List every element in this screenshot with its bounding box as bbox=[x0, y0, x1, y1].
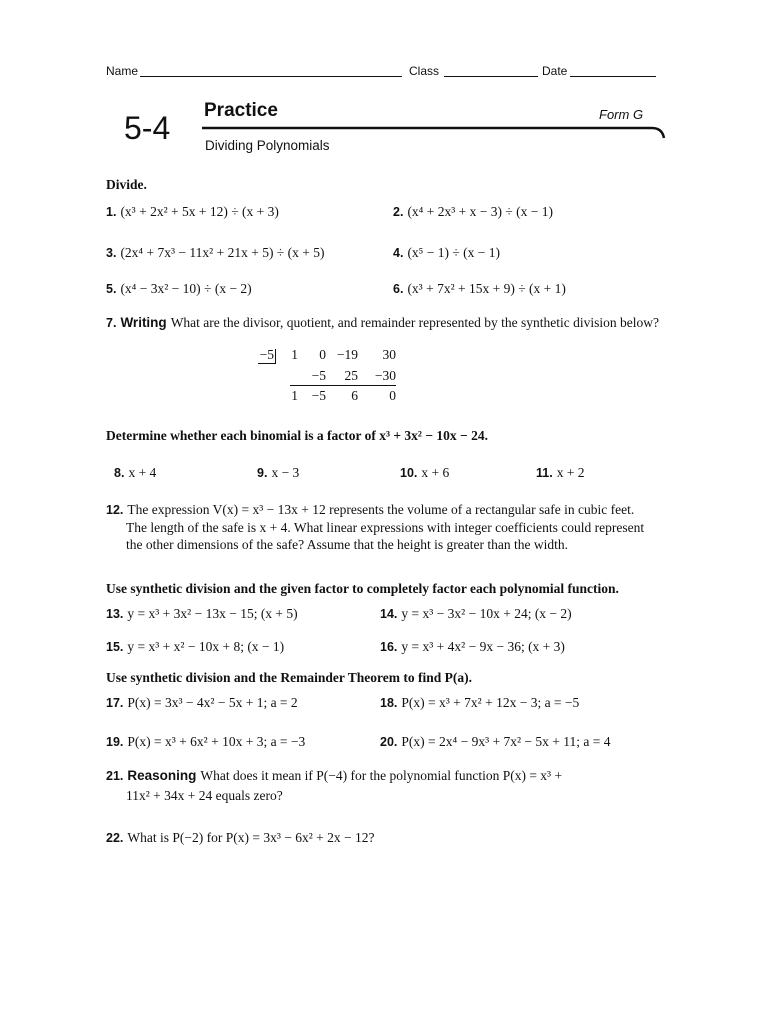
sd-cell: 1 bbox=[291, 347, 298, 362]
problem-text: x − 3 bbox=[271, 465, 300, 480]
problem-text: What does it mean if P(−4) for the polynomial function P(x) = x³ + 11x² + 34x + 24 equals zero? bbox=[126, 768, 563, 803]
problem-text: (x⁴ − 3x² − 10) ÷ (x − 2) bbox=[120, 281, 252, 296]
problem-number: 13. bbox=[106, 607, 124, 621]
problem-17 bbox=[106, 694, 298, 712]
section-binomial-factor: Determine whether each binomial is a factor of x³ + 3x² − 10x − 24. bbox=[106, 428, 488, 443]
problem-number: 16. bbox=[380, 640, 398, 654]
problem-text: x + 6 bbox=[421, 465, 450, 480]
sd-divisor-underline bbox=[258, 363, 275, 364]
problem-1 bbox=[106, 203, 279, 221]
problem-number: 17. bbox=[106, 696, 124, 710]
sd-cell: 1 bbox=[291, 388, 298, 403]
problem-2 bbox=[393, 203, 553, 221]
name-blank[interactable] bbox=[140, 76, 402, 77]
class-label: Class bbox=[409, 64, 440, 78]
problem-15 bbox=[106, 638, 284, 656]
synthetic-division bbox=[250, 347, 410, 409]
problem-number: 6. bbox=[393, 282, 404, 296]
problem-22 bbox=[106, 829, 375, 847]
problem-text: P(x) = 3x³ − 4x² − 5x + 1; a = 2 bbox=[127, 695, 298, 710]
problem-5 bbox=[106, 280, 252, 298]
problem-text: (x⁴ + 2x³ + x − 3) ÷ (x − 1) bbox=[407, 204, 554, 219]
sd-cell: −30 bbox=[374, 368, 396, 383]
problem-text: (x³ + 2x² + 5x + 12) ÷ (x + 3) bbox=[120, 204, 279, 219]
problem-text: What are the divisor, quotient, and remainder represented by the synthetic division below? bbox=[170, 315, 659, 330]
problem-keyword: Reasoning bbox=[127, 768, 197, 783]
sd-cell: 30 bbox=[382, 347, 396, 362]
problem-number: 20. bbox=[380, 735, 398, 749]
problem-text: x + 2 bbox=[556, 465, 585, 480]
problem-text: y = x³ + 4x² − 9x − 36; (x + 3) bbox=[401, 639, 565, 654]
sd-cell: −5 bbox=[311, 388, 326, 403]
problem-text: y = x³ + x² − 10x + 8; (x − 1) bbox=[127, 639, 285, 654]
problem-number: 4. bbox=[393, 246, 404, 260]
problem-text: P(x) = 2x⁴ − 9x³ + 7x² − 5x + 11; a = 4 bbox=[401, 734, 611, 749]
problem-20 bbox=[380, 733, 611, 751]
problem-number: 15. bbox=[106, 640, 124, 654]
date-label: Date bbox=[542, 64, 568, 78]
sd-cell: 6 bbox=[351, 388, 358, 403]
practice-heading: Practice bbox=[204, 100, 278, 121]
problem-text: y = x³ + 3x² − 13x − 15; (x + 5) bbox=[127, 606, 298, 621]
problem-3 bbox=[106, 244, 324, 262]
problem-4 bbox=[393, 244, 500, 262]
problem-number: 22. bbox=[106, 831, 124, 845]
problem-19 bbox=[106, 733, 305, 751]
problem-text: (x³ + 7x² + 15x + 9) ÷ (x + 1) bbox=[407, 281, 566, 296]
problem-8 bbox=[114, 464, 156, 482]
problem-number: 1. bbox=[106, 205, 117, 219]
problem-7 bbox=[106, 314, 676, 332]
lesson-number: 5-4 bbox=[124, 110, 171, 146]
problem-text: (2x⁴ + 7x³ − 11x² + 21x + 5) ÷ (x + 5) bbox=[120, 245, 325, 260]
section-remainder-theorem: Use synthetic division and the Remainder Theorem to find P(a). bbox=[106, 670, 473, 685]
problem-number: 3. bbox=[106, 246, 117, 260]
problem-10 bbox=[400, 464, 449, 482]
sd-cell: −19 bbox=[336, 347, 358, 362]
form-label: Form G bbox=[599, 107, 644, 122]
sd-cell: 0 bbox=[389, 388, 396, 403]
problem-number: 21. bbox=[106, 769, 124, 783]
name-label: Name bbox=[106, 64, 139, 78]
problem-number: 8. bbox=[114, 466, 125, 480]
date-blank[interactable] bbox=[570, 76, 656, 77]
problem-number: 10. bbox=[400, 466, 418, 480]
problem-14 bbox=[380, 605, 572, 623]
problem-16 bbox=[380, 638, 565, 656]
problem-9 bbox=[257, 464, 299, 482]
problem-number: 19. bbox=[106, 735, 124, 749]
section-divide: Divide. bbox=[106, 177, 147, 192]
problem-number: 12. bbox=[106, 503, 124, 517]
problem-number: 7. bbox=[106, 316, 117, 330]
problem-18 bbox=[380, 694, 579, 712]
sd-divisor: −5 bbox=[259, 347, 274, 362]
problem-21 bbox=[106, 766, 586, 806]
problem-11 bbox=[536, 464, 585, 482]
problem-text: The expression V(x) = x³ − 13x + 12 represents the volume of a rectangular safe in cubic feet. The length of the safe is x + 4. What linear expressions with integer coefficients could represent the other dimensions of the safe? Assume that the height is greater than the width. bbox=[126, 502, 645, 552]
problem-number: 9. bbox=[257, 466, 268, 480]
problem-text: y = x³ − 3x² − 10x + 24; (x − 2) bbox=[401, 606, 572, 621]
problem-keyword: Writing bbox=[120, 315, 167, 330]
problem-number: 11. bbox=[536, 466, 553, 480]
problem-text: x + 4 bbox=[128, 465, 157, 480]
problem-number: 18. bbox=[380, 696, 398, 710]
problem-12 bbox=[106, 501, 656, 553]
sd-cell: 25 bbox=[344, 368, 358, 383]
class-blank[interactable] bbox=[444, 76, 538, 77]
section-synthetic-factor: Use synthetic division and the given factor to completely factor each polynomial function. bbox=[106, 581, 619, 596]
sd-sum-line bbox=[290, 385, 396, 386]
subtitle: Dividing Polynomials bbox=[205, 138, 330, 153]
problem-text: (x⁵ − 1) ÷ (x − 1) bbox=[407, 245, 501, 260]
problem-13 bbox=[106, 605, 298, 623]
problem-text: What is P(−2) for P(x) = 3x³ − 6x² + 2x − 12? bbox=[127, 830, 375, 845]
problem-text: P(x) = x³ + 7x² + 12x − 3; a = −5 bbox=[401, 695, 580, 710]
problem-number: 14. bbox=[380, 607, 398, 621]
sd-cell: 0 bbox=[319, 347, 326, 362]
sd-cell: −5 bbox=[311, 368, 326, 383]
problem-6 bbox=[393, 280, 566, 298]
problem-number: 5. bbox=[106, 282, 117, 296]
problem-text: P(x) = x³ + 6x² + 10x + 3; a = −3 bbox=[127, 734, 306, 749]
problem-number: 2. bbox=[393, 205, 404, 219]
